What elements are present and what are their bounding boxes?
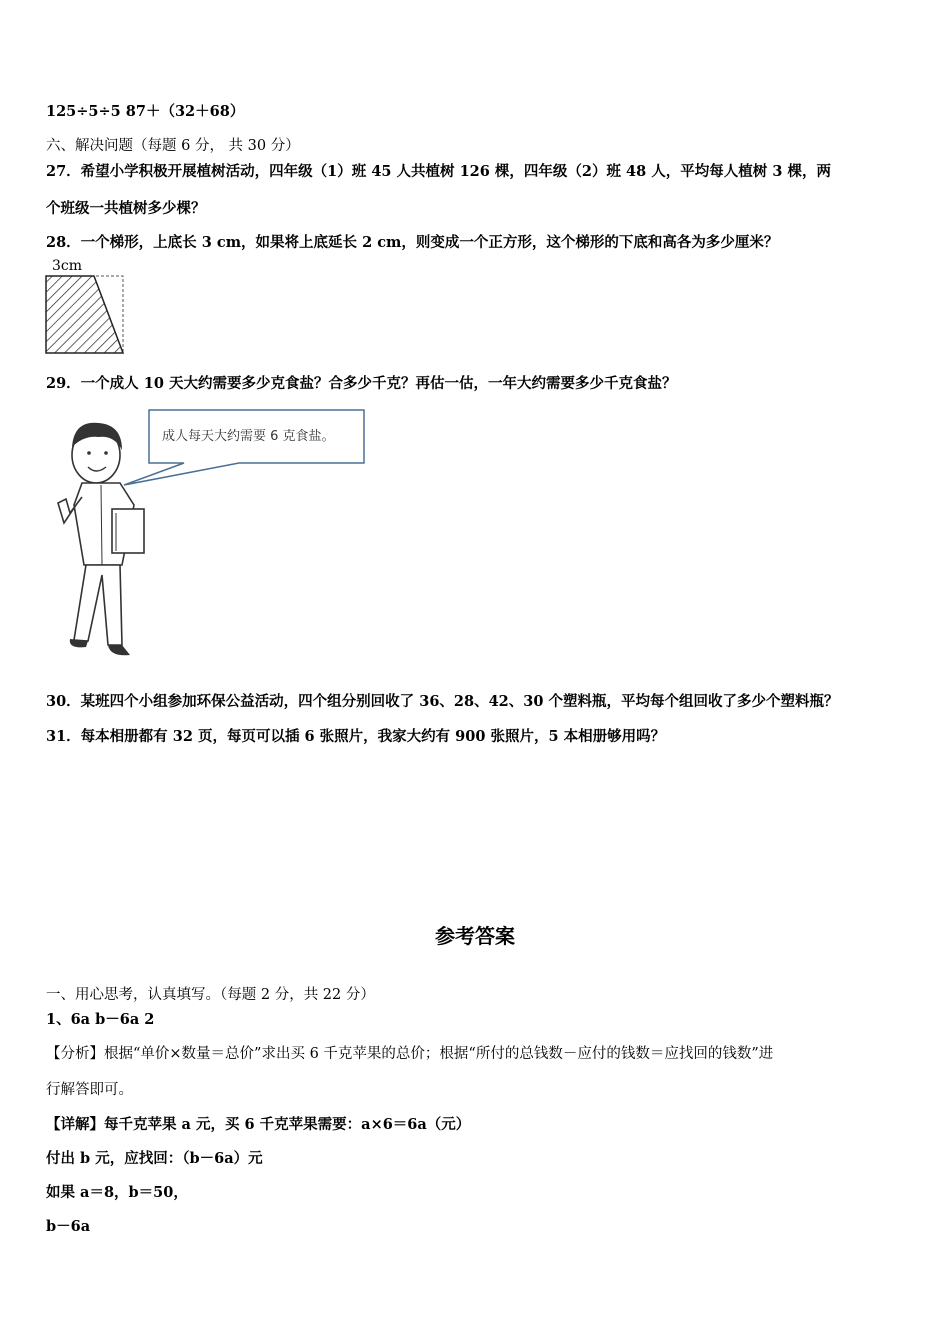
question-27-line2: 个班级一共植树多少棵？ — [46, 200, 206, 217]
trapezoid-label: 3cm — [52, 258, 83, 274]
question-28: 28．一个梯形，上底长 3 cm，如果将上底延长 2 cm，则变成一个正方形，这个梯形的下底和高各为多少厘米？ — [46, 234, 779, 251]
question-29: 29．一个成人 10 天大约需要多少克食盐？合多少千克？再估一估，一年大约需要多少千克食盐？ — [46, 375, 677, 392]
expression-line: b－6a — [46, 1218, 91, 1235]
change-line: 付出 b 元，应找回：（b－6a）元 — [46, 1150, 263, 1167]
calc-problems: 125÷5÷5 87＋（32＋68） — [46, 103, 245, 120]
question-30: 30．某班四个小组参加环保公益活动，四个组分别回收了 36、28、42、30 个塑料瓶，平均每个组回收了多少个塑料瓶？ — [46, 693, 839, 710]
analysis-line2: 行解答即可。 — [46, 1082, 133, 1098]
question-27-line1: 27．希望小学积极开展植树活动，四年级（1）班 45 人共植树 126 棵，四年级（2）班 48 人，平均每人植树 3 棵，两 — [46, 163, 831, 180]
person-illustration — [44, 405, 374, 665]
section-6-heading: 六、解决问题（每题 6 分， 共 30 分） — [46, 138, 300, 154]
values-line: 如果 a＝8，b＝50， — [46, 1184, 188, 1201]
speech-bubble-text: 成人每天大约需要 6 克食盐。 — [162, 429, 335, 444]
detail-line: 【详解】每千克苹果 a 元，买 6 千克苹果需要：a×6＝6a（元） — [46, 1116, 471, 1133]
answer-1: 1、6a b－6a 2 — [46, 1011, 155, 1028]
question-31: 31．每本相册都有 32 页，每页可以插 6 张照片，我家大约有 900 张照片，5 本相册够用吗？ — [46, 728, 666, 745]
answer-key-title: 参考答案 — [435, 924, 515, 948]
analysis-line1: 【分析】根据“单价×数量＝总价”求出买 6 千克苹果的总价；根据“所付的总钱数－应付的钱数＝应找回的钱数”进 — [46, 1046, 774, 1062]
trapezoid-figure — [44, 274, 126, 356]
section-1-heading: 一、用心思考，认真填写。（每题 2 分，共 22 分） — [46, 987, 375, 1003]
